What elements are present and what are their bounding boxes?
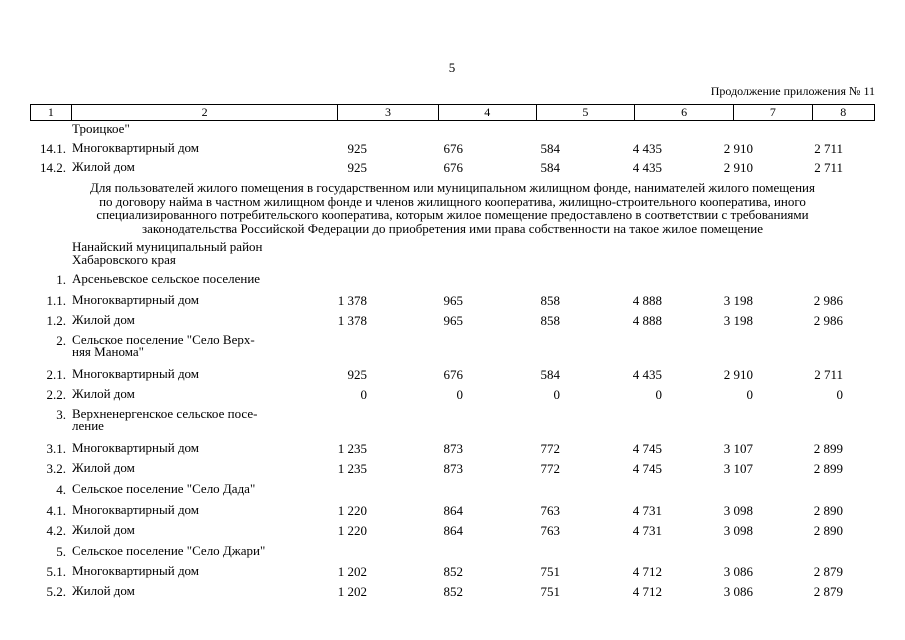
cell-col-6: 4 712: [632, 584, 662, 599]
cell-col-4: 676: [443, 160, 463, 175]
row-number: 3.1.: [46, 441, 66, 456]
row-number: 1.2.: [46, 313, 66, 328]
table-row: [0, 585, 905, 601]
table-row: [0, 314, 905, 330]
cell-col-5: 0: [553, 387, 560, 402]
row-number: 2.: [56, 333, 66, 348]
row-number: 14.2.: [40, 160, 66, 175]
cell-col-5: 584: [540, 367, 560, 382]
row-name: Сельское поселение "Село Джари": [72, 543, 266, 558]
cell-col-7: 3 086: [723, 564, 753, 579]
row-number: 5.2.: [46, 584, 66, 599]
table-row: [0, 406, 905, 433]
paragraph-line: Для пользователей жилого помещения в государственном или муниципальном жилищном фонде, нанимателей жилого помещения: [90, 180, 815, 195]
row-name: Сельское поселение "Село Верх- няя Манома": [72, 332, 255, 359]
paragraph-line: по договору найма в частном жилищном фонде и членов жилищного кооператива, жилищно-строительного кооператива, иного: [99, 193, 806, 209]
cell-col-7: 3 098: [723, 523, 753, 538]
row-number: 1.: [56, 272, 66, 287]
cell-col-7: 2 910: [723, 367, 753, 382]
header-col-6: 6: [634, 105, 733, 120]
cell-col-5: 751: [540, 584, 560, 599]
table-header: [30, 104, 875, 121]
row-name: Жилой дом: [72, 522, 135, 537]
paragraph-line: специализированного потребительского кооператива, которым жилое помещение предоставлено в соответствии с требованиями: [96, 207, 809, 222]
table-row: [0, 388, 905, 404]
table-row: [0, 368, 905, 384]
header-col-4: 4: [438, 105, 536, 120]
cell-col-6: 4 745: [632, 441, 662, 456]
row-number: 5.1.: [46, 564, 66, 579]
row-name: Многоквартирный дом: [72, 366, 200, 381]
table-row: [0, 273, 905, 289]
row-name: Верхненергенское сельское посе- ление: [72, 406, 258, 433]
table-row: [0, 524, 905, 540]
row-name: Жилой дом: [72, 583, 135, 598]
header-col-8: 8: [812, 105, 874, 120]
cell-col-6: 4 435: [632, 367, 662, 382]
cell-col-7: 3 198: [723, 313, 753, 328]
cell-col-6: 0: [655, 387, 662, 402]
row-name: Жилой дом: [72, 460, 135, 475]
cell-col-4: 873: [443, 441, 463, 456]
cell-col-4: 676: [443, 141, 463, 156]
cell-col-5: 858: [540, 293, 560, 308]
cell-col-8: 2 986: [813, 313, 843, 328]
paragraph-line: законодательства Российской Федерации до приобретения ими права собственности на такое жилое помещение: [141, 220, 764, 236]
row-number: 2.1.: [46, 367, 66, 382]
cell-col-6: 4 435: [632, 160, 662, 175]
row-number: 5.: [56, 544, 66, 559]
cell-col-7: 0: [746, 387, 753, 402]
cell-col-5: 772: [540, 441, 560, 456]
cell-col-8: 0: [836, 387, 843, 402]
cell-col-4: 873: [443, 461, 463, 476]
cell-col-7: 2 910: [723, 160, 753, 175]
row-name: Многоквартирный дом: [72, 140, 200, 155]
cell-col-8: 2 899: [813, 461, 843, 476]
cell-col-3: 1 378: [337, 293, 367, 308]
cell-col-3: 1 235: [337, 461, 367, 476]
cell-col-6: 4 435: [632, 141, 662, 156]
district-line: Нанайский муниципальный район: [72, 239, 263, 254]
cell-col-4: 864: [443, 523, 463, 538]
cell-col-5: 763: [540, 503, 560, 518]
cell-col-4: 965: [443, 293, 463, 308]
table-row: [0, 294, 905, 310]
row-name: Арсеньевское сельское поселение: [72, 271, 261, 286]
table-row: [0, 545, 905, 561]
row-name: Многоквартирный дом: [72, 292, 200, 307]
continuation-label: Продолжение приложения № 11: [710, 84, 875, 98]
cell-col-8: 2 711: [814, 160, 843, 175]
cell-col-6: 4 731: [632, 523, 662, 538]
cell-col-3: 1 202: [337, 564, 367, 579]
cell-col-6: 4 745: [632, 461, 662, 476]
row-number: 4.2.: [46, 523, 66, 538]
cell-col-5: 584: [540, 160, 560, 175]
cell-col-3: 925: [347, 141, 367, 156]
table-row: [0, 565, 905, 581]
cell-col-8: 2 711: [814, 367, 843, 382]
table-row: [0, 161, 905, 177]
cell-col-4: 676: [443, 367, 463, 382]
row-name: Многоквартирный дом: [72, 440, 200, 455]
row-number: 4.1.: [46, 503, 66, 518]
table-row: [0, 332, 905, 359]
cell-col-4: 0: [456, 387, 463, 402]
district-line: Хабаровского края: [72, 252, 176, 267]
table-row: [0, 462, 905, 478]
row-name: Многоквартирный дом: [72, 563, 200, 578]
cell-col-6: 4 731: [632, 503, 662, 518]
cell-col-8: 2 879: [813, 564, 843, 579]
cell-col-3: 0: [360, 387, 367, 402]
cell-col-3: 1 202: [337, 584, 367, 599]
cell-col-5: 772: [540, 461, 560, 476]
row-number: 14.1.: [40, 141, 66, 156]
row-name: Жилой дом: [72, 386, 135, 401]
district-title: [72, 240, 263, 266]
cell-col-7: 3 107: [723, 461, 753, 476]
cell-col-7: 3 107: [723, 441, 753, 456]
cell-col-5: 584: [540, 141, 560, 156]
cell-col-6: 4 888: [632, 293, 662, 308]
cell-col-3: 1 220: [337, 503, 367, 518]
cell-col-8: 2 711: [814, 141, 843, 156]
table-row: [0, 142, 905, 158]
cell-col-6: 4 888: [632, 313, 662, 328]
cell-col-4: 852: [443, 564, 463, 579]
cell-col-3: 1 378: [337, 313, 367, 328]
table-row: [0, 504, 905, 520]
row-name: Сельское поселение "Село Дада": [72, 481, 256, 496]
cell-col-5: 751: [540, 564, 560, 579]
cell-col-5: 858: [540, 313, 560, 328]
header-col-7: 7: [733, 105, 811, 120]
cell-col-3: 925: [347, 160, 367, 175]
row-number: 3.: [56, 407, 66, 422]
continued-row-fragment: Троицкое": [72, 121, 130, 136]
cell-col-7: 3 086: [723, 584, 753, 599]
table-row: [0, 442, 905, 458]
cell-col-7: 2 910: [723, 141, 753, 156]
page-number: 5: [448, 60, 456, 75]
cell-col-5: 763: [540, 523, 560, 538]
cell-col-6: 4 712: [632, 564, 662, 579]
cell-col-3: 1 235: [337, 441, 367, 456]
row-name: Жилой дом: [72, 312, 135, 327]
header-col-2: 2: [71, 105, 338, 120]
header-col-3: 3: [337, 105, 437, 120]
cell-col-8: 2 899: [813, 441, 843, 456]
cell-col-4: 864: [443, 503, 463, 518]
cell-col-8: 2 890: [813, 523, 843, 538]
cell-col-3: 925: [347, 367, 367, 382]
header-col-5: 5: [536, 105, 634, 120]
row-name: Жилой дом: [72, 159, 135, 174]
table-row: [0, 483, 905, 499]
cell-col-4: 852: [443, 584, 463, 599]
row-number: 4.: [56, 482, 66, 497]
row-number: 2.2.: [46, 387, 66, 402]
cell-col-7: 3 198: [723, 293, 753, 308]
cell-col-4: 965: [443, 313, 463, 328]
cell-col-3: 1 220: [337, 523, 367, 538]
cell-col-7: 3 098: [723, 503, 753, 518]
cell-col-8: 2 879: [813, 584, 843, 599]
cell-col-8: 2 986: [813, 293, 843, 308]
section-paragraph: [30, 181, 875, 235]
row-name: Многоквартирный дом: [72, 502, 200, 517]
row-number: 1.1.: [46, 293, 66, 308]
header-col-1: 1: [47, 105, 54, 119]
cell-col-8: 2 890: [813, 503, 843, 518]
row-number: 3.2.: [46, 461, 66, 476]
